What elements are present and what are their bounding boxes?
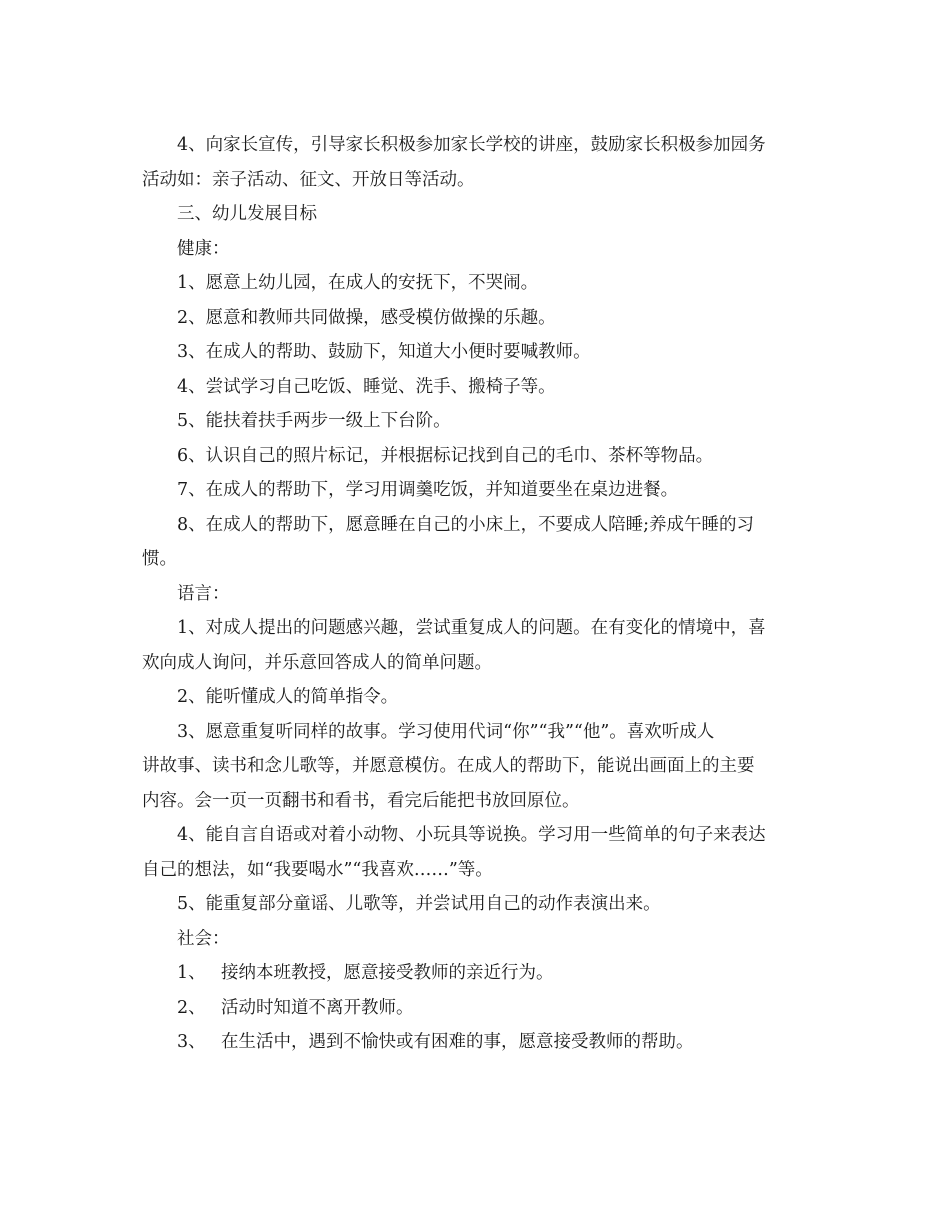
list-item — [142, 508, 807, 577]
text-line: 惯。 — [142, 549, 177, 569]
text-line: 自己的想法，如“我要喝水”“我喜欢……”等。 — [142, 859, 493, 880]
text-line: 4、向家长宣传，引导家长积极参加家长学校的讲座，鼓励家长积极参加园务 — [177, 135, 766, 155]
list-item — [142, 439, 807, 474]
text-line: 内容。会一页一页翻书和看书，看完后能把书放回原位。 — [142, 790, 580, 811]
list-item — [142, 1025, 807, 1060]
list-item — [142, 887, 807, 922]
list-item — [142, 991, 807, 1026]
list-item — [142, 611, 807, 680]
text-line: 6、认识自己的照片标记，并根据标记找到自己的毛巾、茶杯等物品。 — [177, 445, 714, 466]
text-line: 欢向成人询问，并乐意回答成人的简单问题。 — [142, 652, 492, 673]
text-line: 社会： — [177, 928, 230, 949]
list-item — [142, 680, 807, 715]
list-item — [142, 715, 807, 819]
list-item — [142, 818, 807, 887]
text-line: 8、在成人的帮助下，愿意睡在自己的小床上，不要成人陪睡;养成午睡的习 — [177, 514, 755, 535]
list-item — [142, 301, 807, 336]
list-text: 接纳本班教授，愿意接受教师的亲近行为。 — [221, 963, 554, 983]
list-number: 1、 — [177, 963, 206, 983]
text-line: 1、愿意上幼儿园，在成人的安抚下，不哭闹。 — [177, 273, 539, 293]
text-line: 2、能听懂成人的简单指令。 — [177, 687, 399, 707]
list-item — [142, 335, 807, 370]
text-line: 健康： — [177, 238, 230, 259]
text-line: 5、能重复部分童谣、儿歌等，并尝试用自己的动作表演出来。 — [177, 894, 661, 914]
list-text: 活动时知道不离开教师。 — [221, 997, 414, 1018]
text-line: 5、能扶着扶手两步一级上下台阶。 — [177, 411, 451, 431]
text-line: 4、能自言自语或对着小动物、小玩具等说换。学习用一些简单的句子来表达 — [177, 825, 766, 845]
list-text: 在生活中，遇到不愉快或有困难的事，愿意接受教师的帮助。 — [221, 1032, 694, 1052]
text-line: 2、愿意和教师共同做操，感受模仿做操的乐趣。 — [177, 307, 556, 328]
paragraph-parent-promotion — [142, 128, 807, 197]
text-line: 语言： — [177, 583, 230, 604]
list-item — [142, 370, 807, 405]
subheading-health — [142, 232, 807, 267]
text-line: 三、幼儿发展目标 — [177, 204, 317, 224]
subheading-social — [142, 922, 807, 957]
list-item — [142, 473, 807, 508]
text-line: 3、愿意重复听同样的故事。学习使用代词“你”“我”“他”。喜欢听成人 — [177, 721, 715, 742]
list-number: 3、 — [177, 1032, 206, 1052]
text-line: 1、对成人提出的问题感兴趣，尝试重复成人的问题。在有变化的情境中，喜 — [177, 618, 766, 638]
text-line: 活动如：亲子活动、征文、开放日等活动。 — [142, 169, 475, 190]
section-heading-development-goals — [142, 197, 807, 232]
list-item — [142, 266, 807, 301]
subheading-language — [142, 577, 807, 612]
document-body — [142, 128, 807, 1060]
text-line: 3、在成人的帮助、鼓励下，知道大小便时要喊教师。 — [177, 342, 591, 362]
list-number: 2、 — [177, 997, 206, 1018]
text-line: 4、尝试学习自己吃饭、睡觉、洗手、搬椅子等。 — [177, 376, 556, 397]
text-line: 讲故事、读书和念儿歌等，并愿意模仿。在成人的帮助下，能说出画面上的主要 — [142, 756, 755, 776]
list-item — [142, 956, 807, 991]
text-line: 7、在成人的帮助下，学习用调羹吃饭，并知道要坐在桌边进餐。 — [177, 480, 679, 500]
list-item — [142, 404, 807, 439]
